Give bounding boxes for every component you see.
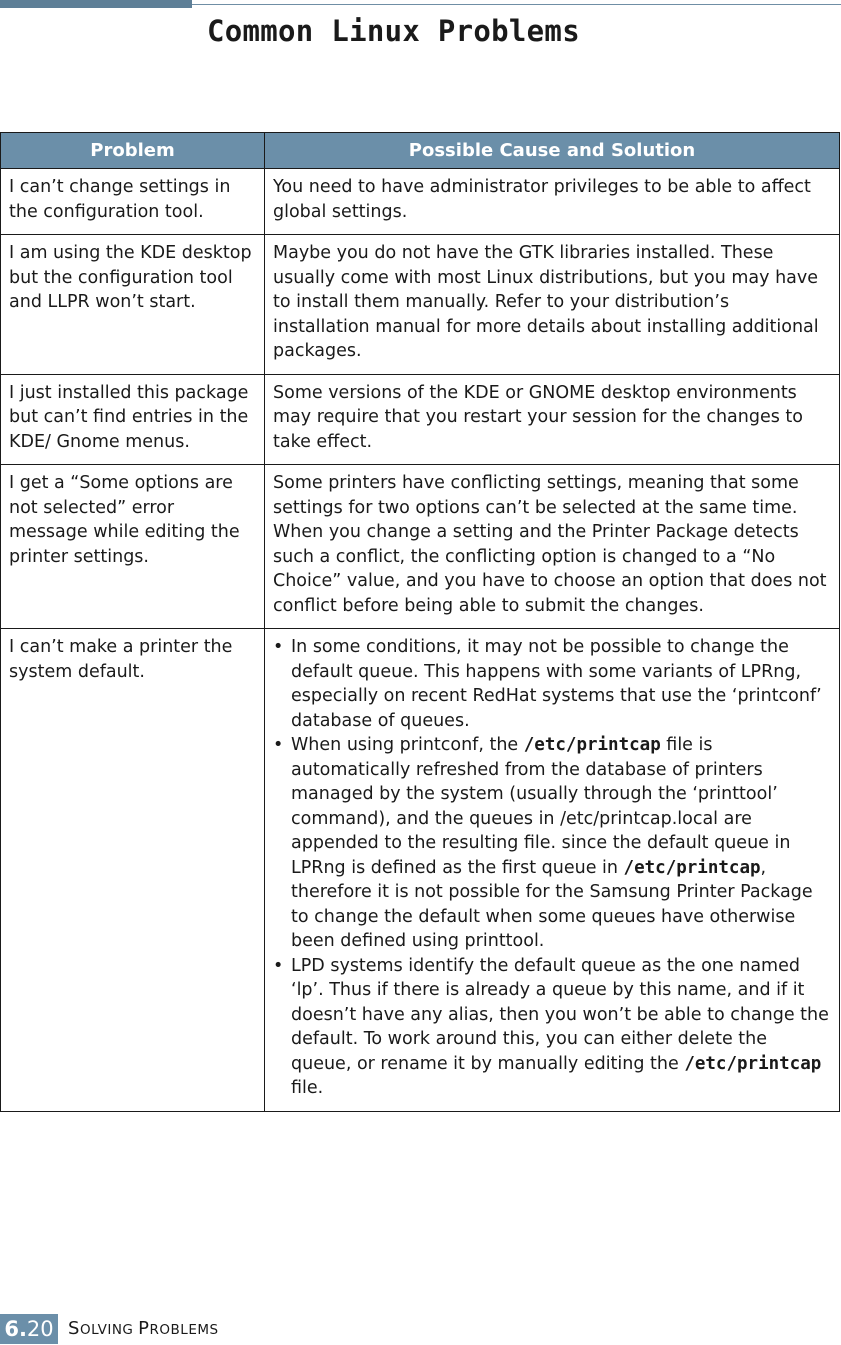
solution-cell: Some printers have conflicting settings, meaning that some settings for two options can’t be selected at the same time. When you change a setting and the Printer Package detects such a conflict, the conflicting option is changed to a “No Choice” value, and you have to choose an option that does not conflict before being able to submit the changes. — [265, 465, 840, 629]
header-rule — [192, 4, 841, 5]
table-row — [1, 629, 840, 1112]
file-path: /etc/printcap — [523, 735, 661, 755]
solution-bullet: • In some conditions, it may not be possible to change the default queue. This happens with some variants of LPRng, especially on recent RedHat systems that use the ‘printconf’ database of queues. — [273, 637, 822, 731]
page-number-badge: 6.20 — [0, 1314, 58, 1344]
section-label: SOLVING PROBLEMS — [68, 1318, 219, 1339]
solution-cell: Some versions of the KDE or GNOME desktop environments may require that you restart your session for the changes to take effect. — [265, 374, 840, 465]
header-accent-bar — [0, 0, 192, 8]
troubleshooting-table — [0, 132, 840, 1112]
table-row — [1, 374, 840, 465]
bullet-icon: • — [273, 955, 284, 976]
file-path: /etc/printcap — [684, 1053, 822, 1074]
column-header-solution: Possible Cause and Solution — [265, 133, 840, 169]
bullet-icon: • — [273, 637, 284, 657]
table-row — [1, 235, 840, 375]
table-header-row — [1, 133, 840, 169]
problem-cell: I can’t make a printer the system default. — [1, 629, 265, 1112]
problem-cell: I am using the KDE desktop but the configuration tool and LLPR won’t start. — [1, 235, 265, 375]
column-header-problem: Problem — [1, 133, 265, 169]
page-title: Common Linux Problems — [207, 14, 580, 48]
solution-cell — [265, 629, 840, 1112]
problem-cell: I get a “Some options are not selected” error message while editing the printer settings. — [1, 465, 265, 629]
problem-cell: I just installed this package but can’t find entries in the KDE/ Gnome menus. — [1, 374, 265, 465]
solution-cell: You need to have administrator privileges to be able to affect global settings. — [265, 169, 840, 235]
solution-cell: Maybe you do not have the GTK libraries installed. These usually come with most Linux distributions, but you may have to install them manually. Refer to your distribution’s installation manual for more details about installing additional packages. — [265, 235, 840, 375]
solution-bullet: • When using printconf, the /etc/printcap file is automatically refreshed from the database of printers managed by the system (usually through the ‘printtool’ command), and the queues in /etc/printcap.local are appended to the resulting file. since the default queue in LPRng is defined as the first queue in /etc/printcap, therefore it is not possible for the Samsung Printer Package to change the default when some queues have otherwise been defined using printtool. — [273, 735, 813, 951]
solution-bullet: • LPD systems identify the default queue as the one named ‘lp’. Thus if there is already a queue by this name, and if it doesn’t have any alias, then you won’t be able to change the default. To work around this, you can either delete the queue, or rename it by manually editing the /etc/printcap file. — [273, 955, 829, 1098]
problem-cell: I can’t change settings in the configuration tool. — [1, 169, 265, 235]
table-row — [1, 465, 840, 629]
table-row — [1, 169, 840, 235]
bullet-icon: • — [273, 735, 284, 755]
file-path: /etc/printcap — [623, 857, 761, 878]
